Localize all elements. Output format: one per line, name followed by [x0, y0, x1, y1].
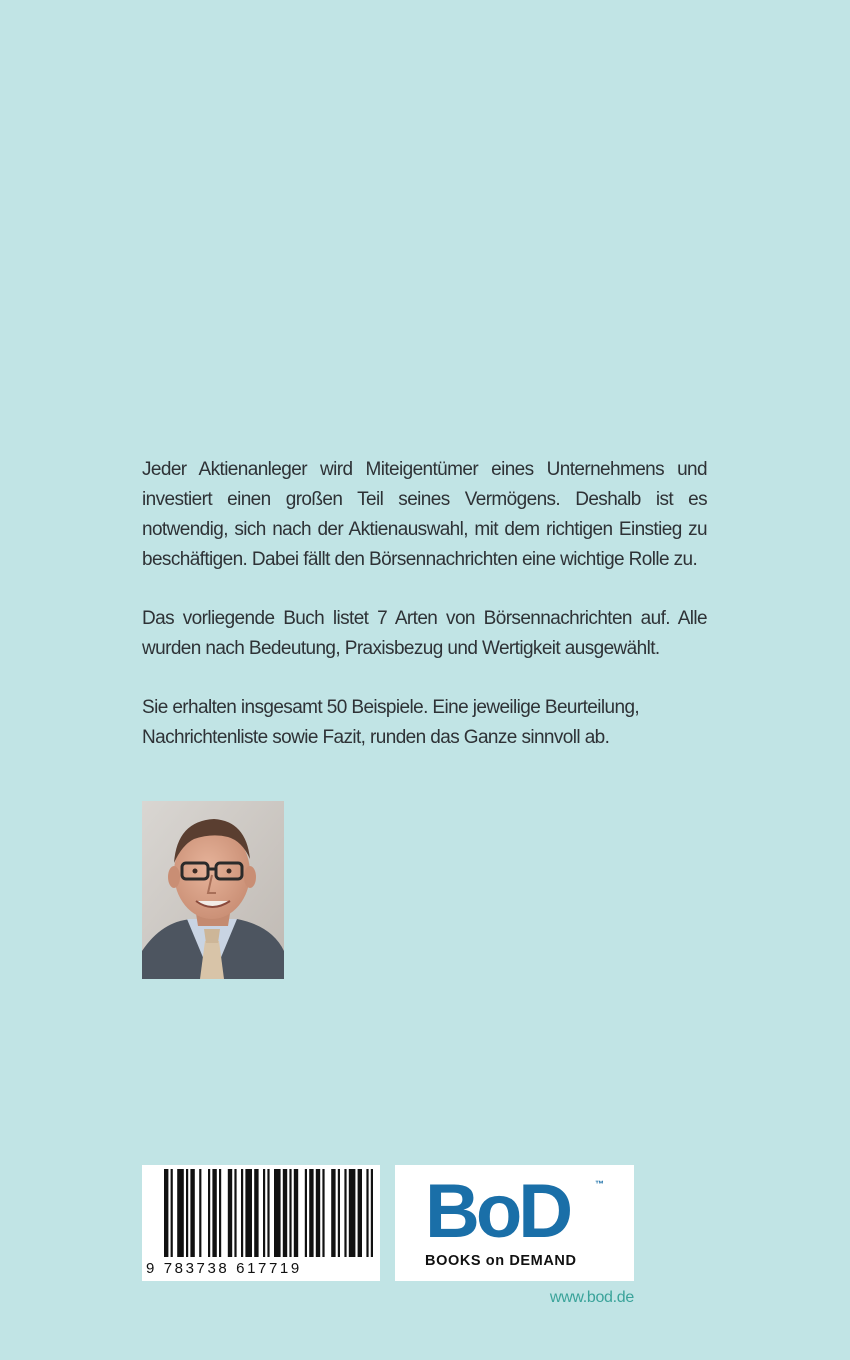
barcode-bar: [219, 1169, 221, 1257]
barcode-bar: [254, 1169, 258, 1257]
barcode-bar: [208, 1169, 210, 1257]
barcode-bar: [274, 1169, 281, 1257]
barcode-bar: [309, 1169, 313, 1257]
bod-logo: BoD: [425, 1169, 570, 1254]
barcode-bar: [228, 1169, 232, 1257]
author-photo: [142, 801, 284, 979]
barcode-bar: [186, 1169, 188, 1257]
barcode-bar: [349, 1169, 356, 1257]
barcode-bar: [171, 1169, 173, 1257]
barcode-bar: [283, 1169, 287, 1257]
isbn-digits: 9 783738 617719: [146, 1260, 302, 1277]
back-cover-blurb: [142, 455, 707, 782]
barcode-bar: [234, 1169, 236, 1257]
publisher-website: www.bod.de: [549, 1289, 634, 1306]
barcode-bar: [358, 1169, 362, 1257]
blurb-paragraph-3: Sie erhalten insgesamt 50 Beispiele. Eine jeweilige Beurteilung, Nachrichtenliste sowie Fazit, runden das Ganze sinnvoll ab.: [142, 697, 640, 748]
barcode-bar: [338, 1169, 340, 1257]
barcode-bar: [366, 1169, 368, 1257]
barcode-bar: [316, 1169, 320, 1257]
barcode-bar: [212, 1169, 216, 1257]
barcode-bar: [177, 1169, 184, 1257]
barcode-bar: [322, 1169, 324, 1257]
barcode-bar: [294, 1169, 298, 1257]
barcode-bar: [164, 1169, 168, 1257]
barcode-bar: [289, 1169, 291, 1257]
barcode-bar: [190, 1169, 194, 1257]
publisher-tagline: BOOKS on DEMAND: [425, 1253, 577, 1269]
trademark-mark: ™: [595, 1179, 604, 1189]
publisher-logo-box: [395, 1165, 634, 1281]
barcode-bar: [263, 1169, 265, 1257]
barcode-bar: [344, 1169, 346, 1257]
barcode-bar: [331, 1169, 335, 1257]
barcode-bar: [371, 1169, 373, 1257]
isbn-barcode: [142, 1165, 380, 1281]
blurb-paragraph-1: Jeder Aktienanleger wird Miteigentümer eines Unternehmens und investiert einen großen Teil seines Vermögens. Deshalb ist es notwendig, sich nach der Aktienauswahl, mit dem richtigen Einstieg zu beschäftigen. Dabei fällt den Börsennachrichten eine wichtige Rolle zu.: [142, 459, 707, 570]
blurb-paragraph-2: Das vorliegende Buch listet 7 Arten von Börsennachrichten auf. Alle wurden nach Bedeutung, Praxisbezug und Wertigkeit ausgewählt.: [142, 608, 707, 659]
barcode-bar: [267, 1169, 269, 1257]
barcode-bar: [199, 1169, 201, 1257]
barcode-bar: [241, 1169, 243, 1257]
barcode-bar: [305, 1169, 307, 1257]
barcode-bar: [245, 1169, 252, 1257]
